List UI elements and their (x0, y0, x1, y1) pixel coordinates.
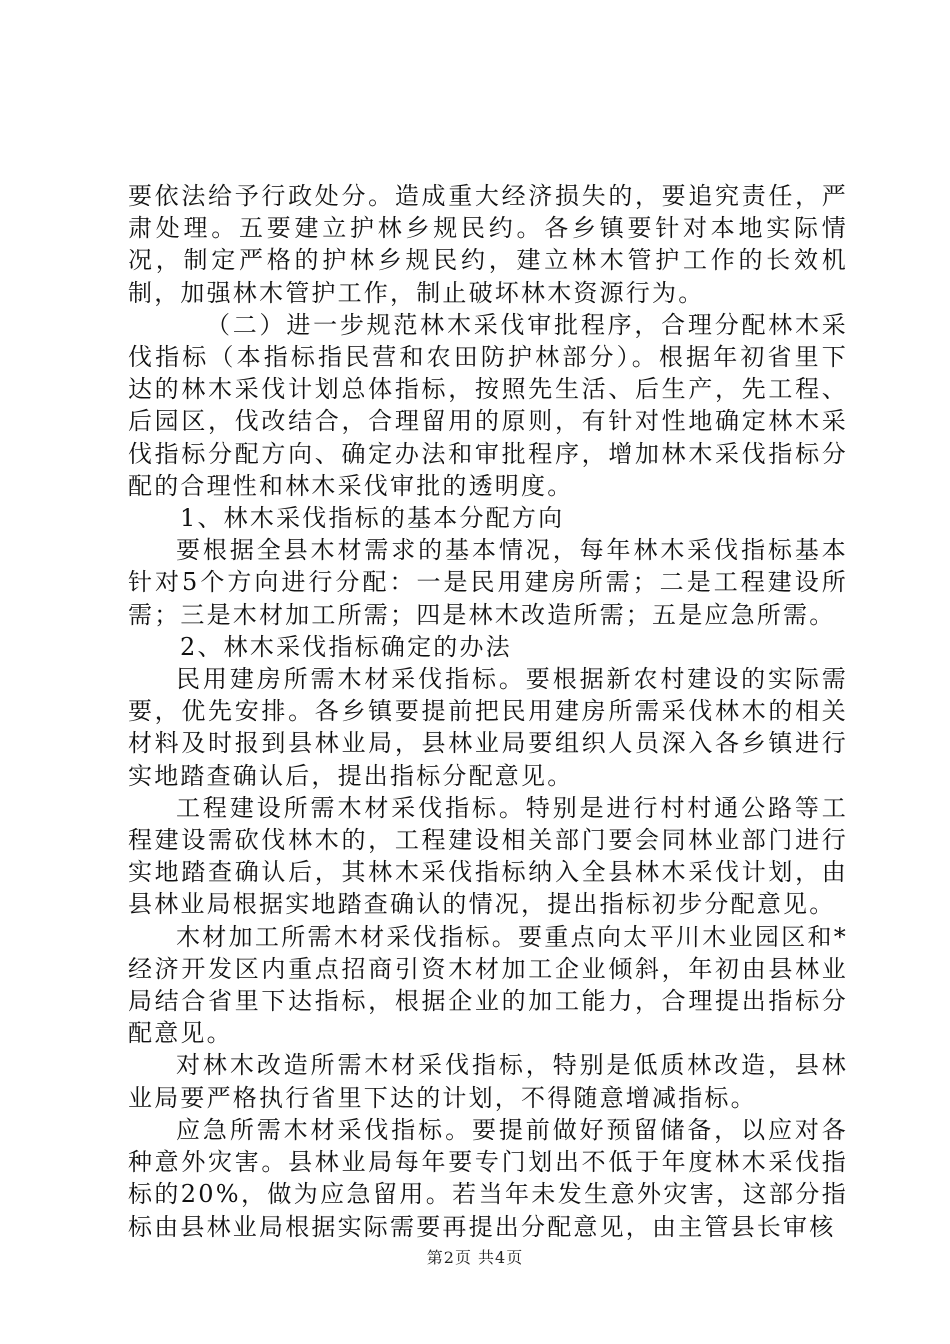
page-footer: 第2页 共4页 (426, 1248, 524, 1267)
paragraph-4: 民用建房所需木材采伐指标。要根据新农村建设的实际需要，优先安排。各乡镇要提前把民用建房所需采伐林木的相关材料及时报到县林业局，县林业局要组织人员深入各乡镇进行实地踏查确认后，提出指标分配意见。 (128, 665, 848, 790)
paragraph-8: 应急所需木材采伐指标。要提前做好预留储备，以应对各种意外灾害。县林业局每年要专门划出不低于年度林木采伐指标的20%，做为应急留用。若当年未发生意外灾害，这部分指标由县林业局根据实际需要再提出分配意见，由主管县长审核 (128, 1115, 848, 1241)
paragraph-3: 要根据全县木材需求的基本情况，每年林木采伐指标基本针对5个方向进行分配：一是民用建房所需；二是工程建设所需；三是木材加工所需；四是林木改造所需；五是应急所需。 (128, 536, 848, 629)
section-heading-2: 2、林木采伐指标确定的办法 (180, 632, 512, 661)
paragraph-7: 对林木改造所需木材采伐指标，特别是低质林改造，县林业局要严格执行省里下达的计划，不得随意增减指标。 (128, 1051, 848, 1112)
document-body (128, 180, 848, 1243)
paragraph-6: 木材加工所需木材采伐指标。要重点向太平川木业园区和*经济开发区内重点招商引资木材加工企业倾斜，年初由县林业局结合省里下达指标，根据企业的加工能力，合理提出指标分配意见。 (128, 922, 848, 1048)
section-heading-1: 1、林木采伐指标的基本分配方向 (180, 504, 565, 533)
paragraph-5: 工程建设所需木材采伐指标。特别是进行村村通公路等工程建设需砍伐林木的，工程建设相关部门要会同林业部门进行实地踏查确认后，其林木采伐指标纳入全县林木采伐计划，由县林业局根据实地踏查确认的情况，提出指标初步分配意见。 (128, 793, 848, 919)
paragraph-1: 要依法给予行政处分。造成重大经济损失的，要追究责任，严肃处理。五要建立护林乡规民约。各乡镇要针对本地实际情况，制定严格的护林乡规民约，建立林木管护工作的长效机制，加强林木管护工作，制止破坏林木资源行为。 (128, 182, 848, 307)
paragraph-2: （二）进一步规范林木采伐审批程序，合理分配林木采伐指标（本指标指民营和农田防护林部分）。根据年初省里下达的林木采伐计划总体指标，按照先生活、后生产，先工程、后园区，伐改结合，合理留用的原则，有针对性地确定林木采伐指标分配方向、确定办法和审批程序，增加林木采伐指标分配的合理性和林木采伐审批的透明度。 (128, 310, 848, 500)
